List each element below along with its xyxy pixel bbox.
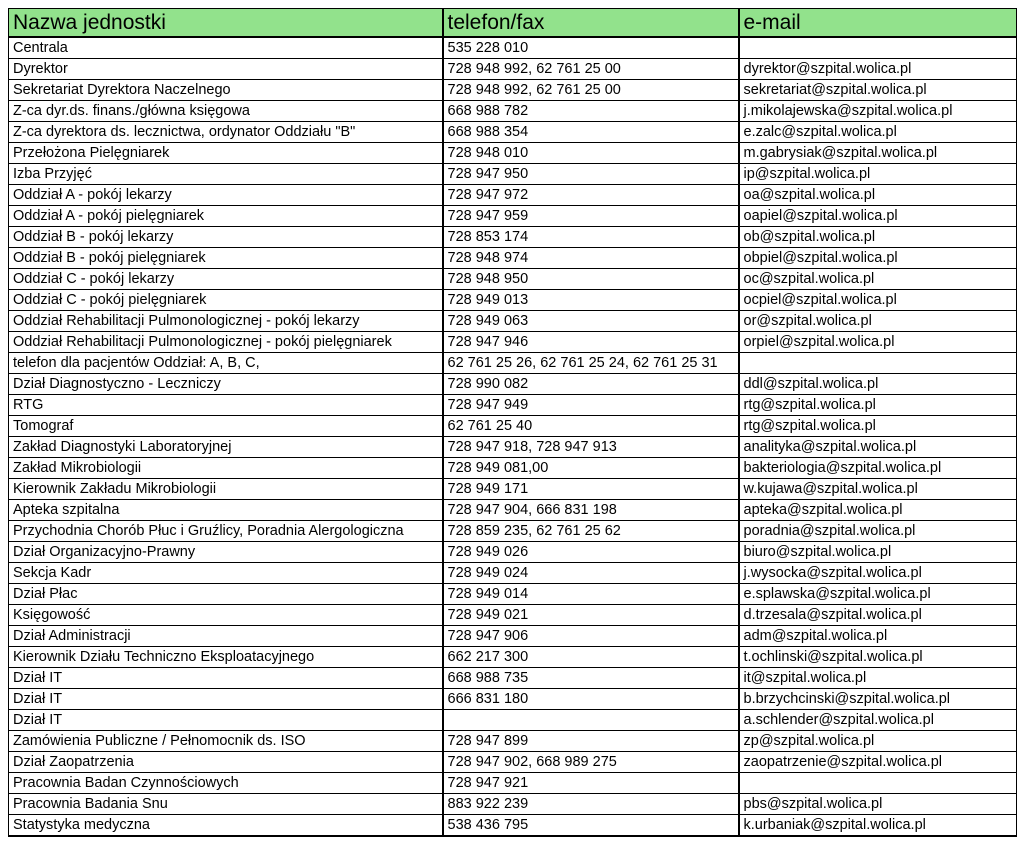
table-row: [9, 437, 1017, 458]
email-cell: j.mikolajewska@szpital.wolica.pl: [739, 101, 1017, 122]
unit-cell: Oddział Rehabilitacji Pulmonologicznej - pokój pielęgniarek: [9, 332, 443, 353]
phone-cell: 728 947 921: [443, 773, 739, 794]
phone-cell: 662 217 300: [443, 647, 739, 668]
unit-cell: Oddział C - pokój pielęgniarek: [9, 290, 443, 311]
phone-cell: 666 831 180: [443, 689, 739, 710]
phone-cell: 728 947 946: [443, 332, 739, 353]
table-row: [9, 542, 1017, 563]
email-cell: ocpiel@szpital.wolica.pl: [739, 290, 1017, 311]
table-row: [9, 773, 1017, 794]
table-row: [9, 311, 1017, 332]
phone-cell: [443, 710, 739, 731]
phone-cell: 728 853 174: [443, 227, 739, 248]
email-cell: rtg@szpital.wolica.pl: [739, 416, 1017, 437]
table-row: [9, 794, 1017, 815]
email-cell: poradnia@szpital.wolica.pl: [739, 521, 1017, 542]
table-row: [9, 521, 1017, 542]
email-cell: apteka@szpital.wolica.pl: [739, 500, 1017, 521]
unit-cell: Dział Zaopatrzenia: [9, 752, 443, 773]
phone-cell: 668 988 354: [443, 122, 739, 143]
email-cell: pbs@szpital.wolica.pl: [739, 794, 1017, 815]
phone-cell: 728 948 010: [443, 143, 739, 164]
phone-cell: 535 228 010: [443, 37, 739, 59]
unit-cell: Dział IT: [9, 668, 443, 689]
unit-cell: Przełożona Pielęgniarek: [9, 143, 443, 164]
email-cell: k.urbaniak@szpital.wolica.pl: [739, 815, 1017, 837]
unit-cell: Zakład Diagnostyki Laboratoryjnej: [9, 437, 443, 458]
phone-cell: 62 761 25 40: [443, 416, 739, 437]
email-cell: or@szpital.wolica.pl: [739, 311, 1017, 332]
header-email: e-mail: [739, 9, 1017, 38]
table-row: [9, 563, 1017, 584]
email-cell: oa@szpital.wolica.pl: [739, 185, 1017, 206]
email-cell: d.trzesala@szpital.wolica.pl: [739, 605, 1017, 626]
unit-cell: Oddział Rehabilitacji Pulmonologicznej - pokój lekarzy: [9, 311, 443, 332]
unit-cell: Oddział B - pokój lekarzy: [9, 227, 443, 248]
email-cell: w.kujawa@szpital.wolica.pl: [739, 479, 1017, 500]
table-row: [9, 122, 1017, 143]
phone-cell: 728 947 972: [443, 185, 739, 206]
unit-cell: Księgowość: [9, 605, 443, 626]
unit-cell: Dział Diagnostyczno - Leczniczy: [9, 374, 443, 395]
table-row: [9, 332, 1017, 353]
email-cell: adm@szpital.wolica.pl: [739, 626, 1017, 647]
table-row: [9, 710, 1017, 731]
phone-cell: 728 947 899: [443, 731, 739, 752]
unit-cell: Izba Przyjęć: [9, 164, 443, 185]
unit-cell: Zakład Mikrobiologii: [9, 458, 443, 479]
unit-cell: Pracownia Badan Czynnościowych: [9, 773, 443, 794]
phone-cell: 728 949 081,00: [443, 458, 739, 479]
phone-cell: 728 947 918, 728 947 913: [443, 437, 739, 458]
phone-cell: 728 949 014: [443, 584, 739, 605]
unit-cell: Dział Administracji: [9, 626, 443, 647]
unit-cell: Dział Organizacyjno-Prawny: [9, 542, 443, 563]
header-row: [9, 9, 1017, 38]
phone-cell: 728 947 904, 666 831 198: [443, 500, 739, 521]
email-cell: sekretariat@szpital.wolica.pl: [739, 80, 1017, 101]
email-cell: j.wysocka@szpital.wolica.pl: [739, 563, 1017, 584]
table-row: [9, 752, 1017, 773]
unit-cell: Pracownia Badania Snu: [9, 794, 443, 815]
phone-cell: 62 761 25 26, 62 761 25 24, 62 761 25 31: [443, 353, 739, 374]
phone-cell: 728 948 974: [443, 248, 739, 269]
phone-cell: 883 922 239: [443, 794, 739, 815]
phone-cell: 728 948 992, 62 761 25 00: [443, 80, 739, 101]
email-cell: [739, 37, 1017, 59]
header-phone: telefon/fax: [443, 9, 739, 38]
unit-cell: RTG: [9, 395, 443, 416]
table-row: [9, 206, 1017, 227]
phone-cell: 728 947 950: [443, 164, 739, 185]
phone-cell: 728 948 950: [443, 269, 739, 290]
email-cell: zp@szpital.wolica.pl: [739, 731, 1017, 752]
unit-cell: Tomograf: [9, 416, 443, 437]
unit-cell: Kierownik Zakładu Mikrobiologii: [9, 479, 443, 500]
unit-cell: Oddział B - pokój pielęgniarek: [9, 248, 443, 269]
email-cell: oapiel@szpital.wolica.pl: [739, 206, 1017, 227]
phone-cell: 728 859 235, 62 761 25 62: [443, 521, 739, 542]
email-cell: dyrektor@szpital.wolica.pl: [739, 59, 1017, 80]
unit-cell: Centrala: [9, 37, 443, 59]
table-row: [9, 269, 1017, 290]
table-row: [9, 815, 1017, 837]
table-row: [9, 59, 1017, 80]
email-cell: ip@szpital.wolica.pl: [739, 164, 1017, 185]
unit-cell: Apteka szpitalna: [9, 500, 443, 521]
unit-cell: telefon dla pacjentów Oddział: A, B, C,: [9, 353, 443, 374]
unit-cell: Oddział A - pokój pielęgniarek: [9, 206, 443, 227]
header-unit: Nazwa jednostki: [9, 9, 443, 38]
phone-cell: 728 949 171: [443, 479, 739, 500]
table-row: [9, 290, 1017, 311]
phone-cell: 728 947 906: [443, 626, 739, 647]
unit-cell: Dział Płac: [9, 584, 443, 605]
email-cell: e.splawska@szpital.wolica.pl: [739, 584, 1017, 605]
unit-cell: Dyrektor: [9, 59, 443, 80]
phone-cell: 668 988 735: [443, 668, 739, 689]
email-cell: rtg@szpital.wolica.pl: [739, 395, 1017, 416]
table-row: [9, 164, 1017, 185]
unit-cell: Sekretariat Dyrektora Naczelnego: [9, 80, 443, 101]
phone-cell: 728 990 082: [443, 374, 739, 395]
table-row: [9, 584, 1017, 605]
email-cell: b.brzychcinski@szpital.wolica.pl: [739, 689, 1017, 710]
email-cell: zaopatrzenie@szpital.wolica.pl: [739, 752, 1017, 773]
unit-cell: Statystyka medyczna: [9, 815, 443, 837]
table-row: [9, 647, 1017, 668]
unit-cell: Z-ca dyr.ds. finans./główna księgowa: [9, 101, 443, 122]
email-cell: oc@szpital.wolica.pl: [739, 269, 1017, 290]
email-cell: ob@szpital.wolica.pl: [739, 227, 1017, 248]
phone-cell: 728 947 902, 668 989 275: [443, 752, 739, 773]
table-row: [9, 143, 1017, 164]
table-row: [9, 248, 1017, 269]
email-cell: ddl@szpital.wolica.pl: [739, 374, 1017, 395]
table-row: [9, 185, 1017, 206]
email-cell: t.ochlinski@szpital.wolica.pl: [739, 647, 1017, 668]
phone-cell: 728 947 959: [443, 206, 739, 227]
table-row: [9, 689, 1017, 710]
email-cell: [739, 773, 1017, 794]
unit-cell: Z-ca dyrektora ds. lecznictwa, ordynator Oddziału "B": [9, 122, 443, 143]
table-row: [9, 605, 1017, 626]
phone-cell: 728 948 992, 62 761 25 00: [443, 59, 739, 80]
email-cell: m.gabrysiak@szpital.wolica.pl: [739, 143, 1017, 164]
unit-cell: Dział IT: [9, 689, 443, 710]
unit-cell: Dział IT: [9, 710, 443, 731]
phone-cell: 538 436 795: [443, 815, 739, 837]
phone-cell: 728 949 024: [443, 563, 739, 584]
table-row: [9, 458, 1017, 479]
table-row: [9, 227, 1017, 248]
email-cell: analityka@szpital.wolica.pl: [739, 437, 1017, 458]
email-cell: it@szpital.wolica.pl: [739, 668, 1017, 689]
unit-cell: Przychodnia Chorób Płuc i Gruźlicy, Poradnia Alergologiczna: [9, 521, 443, 542]
email-cell: a.schlender@szpital.wolica.pl: [739, 710, 1017, 731]
table-row: [9, 37, 1017, 59]
table-row: [9, 101, 1017, 122]
email-cell: bakteriologia@szpital.wolica.pl: [739, 458, 1017, 479]
table-row: [9, 479, 1017, 500]
email-cell: obpiel@szpital.wolica.pl: [739, 248, 1017, 269]
unit-cell: Sekcja Kadr: [9, 563, 443, 584]
unit-cell: Oddział A - pokój lekarzy: [9, 185, 443, 206]
table-row: [9, 731, 1017, 752]
phone-cell: 728 949 021: [443, 605, 739, 626]
email-cell: orpiel@szpital.wolica.pl: [739, 332, 1017, 353]
table-row: [9, 353, 1017, 374]
phone-cell: 728 949 013: [443, 290, 739, 311]
phone-cell: 728 949 063: [443, 311, 739, 332]
email-cell: e.zalc@szpital.wolica.pl: [739, 122, 1017, 143]
table-row: [9, 668, 1017, 689]
unit-cell: Oddział C - pokój lekarzy: [9, 269, 443, 290]
email-cell: biuro@szpital.wolica.pl: [739, 542, 1017, 563]
table-row: [9, 395, 1017, 416]
email-cell: [739, 353, 1017, 374]
unit-cell: Kierownik Działu Techniczno Eksploatacyjnego: [9, 647, 443, 668]
table-row: [9, 80, 1017, 101]
contact-table: [8, 8, 1017, 837]
table-row: [9, 374, 1017, 395]
table-row: [9, 416, 1017, 437]
phone-cell: 728 949 026: [443, 542, 739, 563]
table-row: [9, 500, 1017, 521]
table-row: [9, 626, 1017, 647]
phone-cell: 728 947 949: [443, 395, 739, 416]
unit-cell: Zamówienia Publiczne / Pełnomocnik ds. ISO: [9, 731, 443, 752]
phone-cell: 668 988 782: [443, 101, 739, 122]
